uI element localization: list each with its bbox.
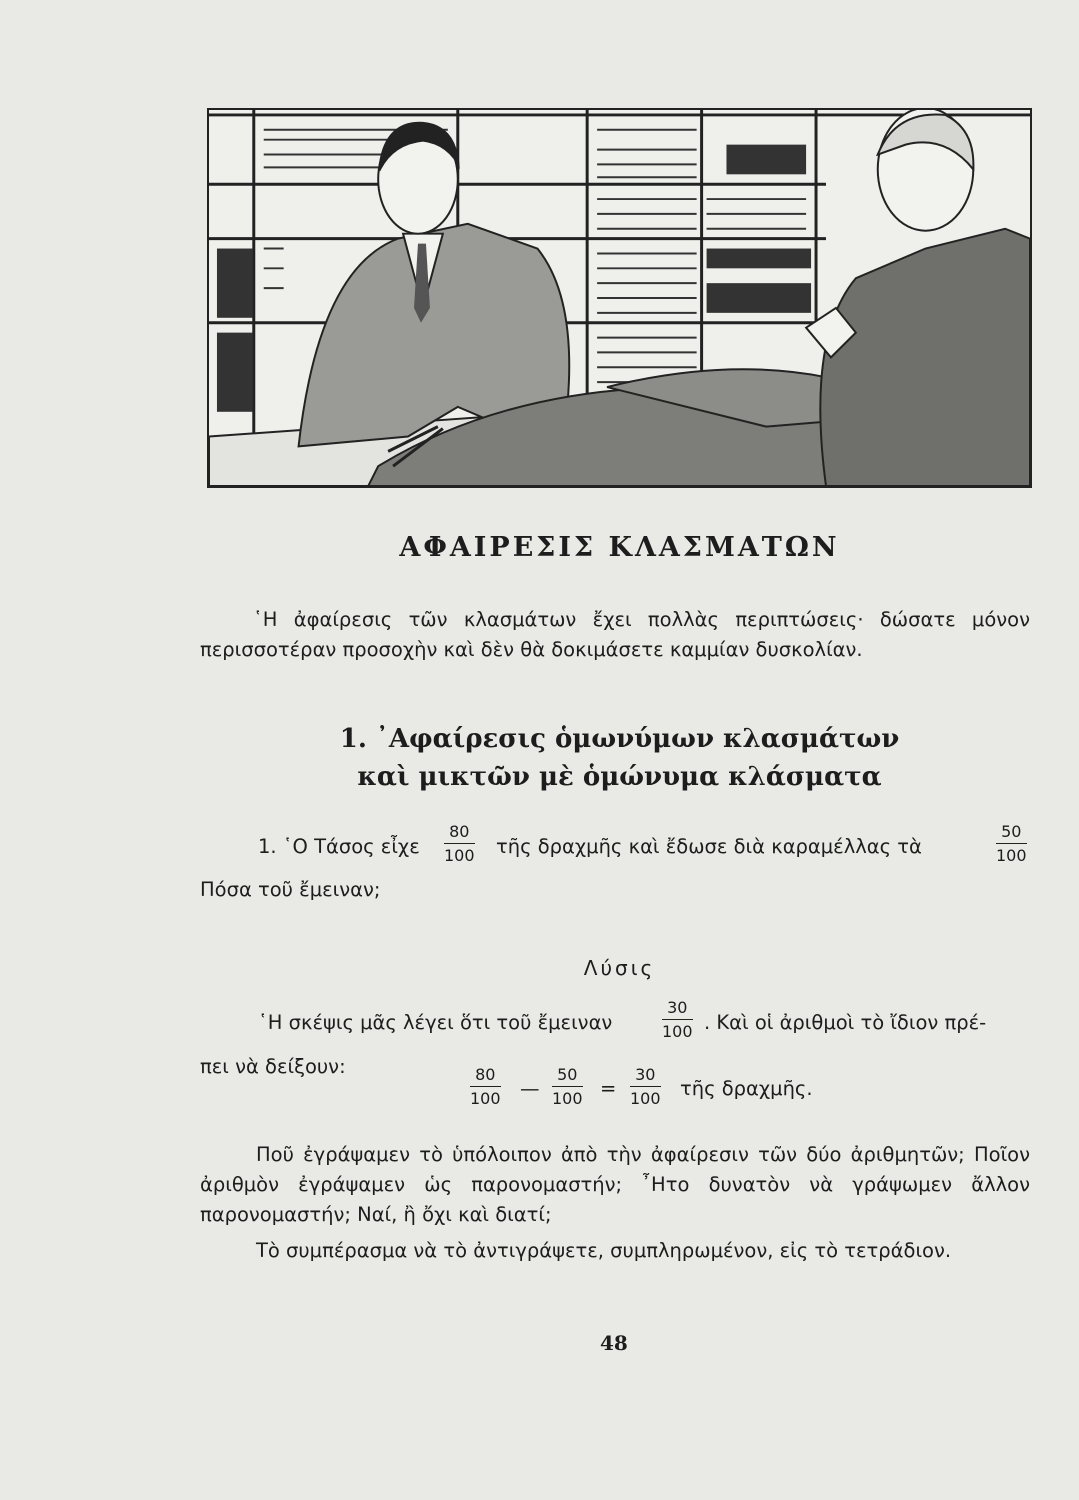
fraction-numerator: 80 [444,822,475,844]
section-title [207,720,1032,796]
intro-paragraph: ῾Η ἀφαίρεσις τῶν κλασμάτων ἔχει πολλὰς περιπτώσεις· δώσατε μόνον περισσοτέραν προσοχὴν καὶ δὲν θὰ δοκιμάσετε καμμίαν δυσκολίαν. [200,608,1030,661]
fraction-numerator: 30 [630,1065,661,1087]
fraction-50-100 [996,822,1027,866]
equation-fraction-80-100 [470,1065,501,1109]
fraction-numerator: 30 [662,998,693,1020]
fraction-numerator: 50 [996,822,1027,844]
cloth-shop-illustration [207,108,1032,488]
equation-tail-text: τῆς δραχμῆς. [680,1077,813,1100]
chapter-title: ΑΦΑΙΡΕΣΙΣ ΚΛΑΣΜΑΤΩΝ [399,532,840,563]
fraction-denominator: 100 [996,846,1027,865]
solution-heading: Λύσις [583,956,656,980]
problem-question: Πόσα τοῦ ἔμειναν; [200,878,381,901]
fraction-numerator: 50 [552,1065,583,1087]
fraction-denominator: 100 [552,1089,583,1108]
equation-fraction-50-100 [552,1065,583,1109]
questions-paragraph: Ποῦ ἐγράψαμεν τὸ ὑπόλοιπον ἀπὸ τὴν ἀφαίρεσιν τῶν δύο ἀριθμητῶν; Ποῖον ἀριθμὸν ἐγράψαμεν ὡς παρονομαστήν; ῏Ητο δυνατὸν νὰ γράψωμεν ἄλλον παρονομαστήν; Ναί, ἢ ὄχι καὶ διατί; [200,1143,1030,1226]
fraction-denominator: 100 [662,1022,693,1041]
problem-statement [258,822,1038,872]
problem-text-start: 1. ῾Ο Τάσος εἶχε [258,835,420,858]
problem-text-middle: τῆς δραχμῆς καὶ ἔδωσε διὰ καραμέλλας τὰ [496,835,922,858]
solution-line-1 [258,998,1038,1048]
fraction-denominator: 100 [444,846,475,865]
subtraction-equation [470,1065,890,1120]
fraction-denominator: 100 [630,1089,661,1108]
solution-line-2: πει νὰ δείξουν: [200,1055,346,1078]
section-title-line-2: καὶ μικτῶν μὲ ὁμώνυμα κλάσματα [357,762,882,792]
equals-sign: = [600,1077,617,1100]
fraction-80-100 [444,822,475,866]
equation-fraction-30-100 [630,1065,661,1109]
section-title-line-1: 1. ᾿Αφαίρεσις ὁμωνύμων κλασμάτων [339,724,900,754]
solution-text-end: . Καὶ οἱ ἀριθμοὶ τὸ ἴδιον πρέ- [704,1011,987,1034]
minus-sign: — [520,1077,540,1100]
fraction-30-100 [662,998,693,1042]
solution-text-start: ῾Η σκέψις μᾶς λέγει ὅτι τοῦ ἔμειναν [258,1011,613,1034]
fraction-numerator: 80 [470,1065,501,1087]
fraction-denominator: 100 [470,1089,501,1108]
page-number: 48 [600,1331,628,1355]
conclusion-paragraph: Τὸ συμπέρασμα νὰ τὸ ἀντιγράψετε, συμπληρωμένον, εἰς τὸ τετράδιον. [256,1239,952,1262]
